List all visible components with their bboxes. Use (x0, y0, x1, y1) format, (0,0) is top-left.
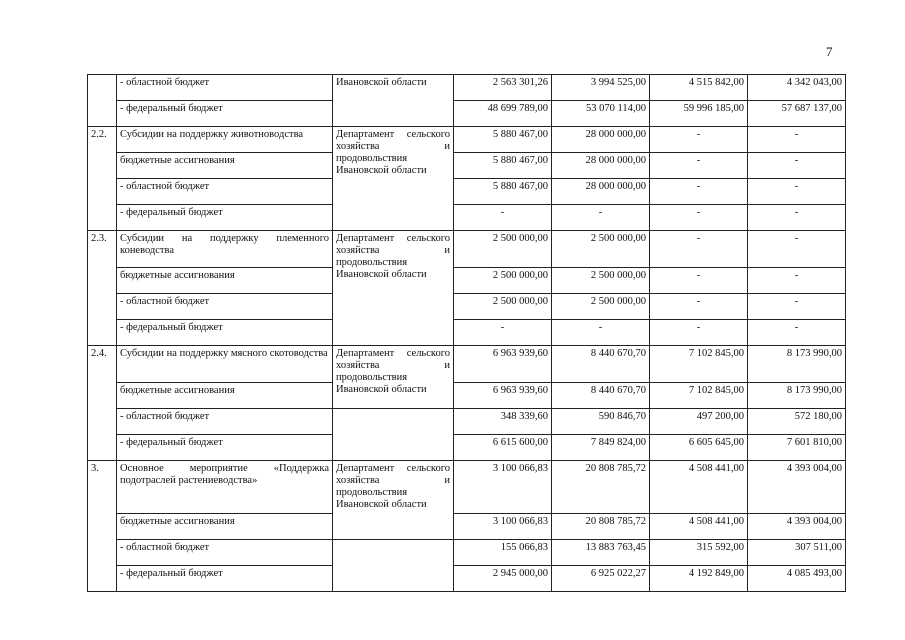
table-row (88, 268, 846, 294)
table-row (88, 179, 846, 205)
value-cell: - (748, 231, 846, 268)
value-cell: 497 200,00 (650, 409, 748, 435)
value-cell: 28 000 000,00 (552, 153, 650, 179)
value-cell: 4 342 043,00 (748, 75, 846, 101)
value-cell: 5 880 467,00 (454, 153, 552, 179)
value-cell: 6 925 022,27 (552, 566, 650, 592)
value-cell: - (650, 205, 748, 231)
row-label: - областной бюджет (117, 75, 333, 101)
budget-table (87, 74, 846, 592)
value-cell: 6 615 600,00 (454, 435, 552, 461)
value-cell: 2 500 000,00 (454, 294, 552, 320)
table-row (88, 205, 846, 231)
table-row (88, 75, 846, 101)
table-row (88, 294, 846, 320)
value-cell: 8 173 990,00 (748, 383, 846, 409)
value-cell: 20 808 785,72 (552, 514, 650, 540)
value-cell: 6 963 939,60 (454, 346, 552, 383)
department-text: Департамент сельского хозяйства и продовольствия Ивановской области (336, 233, 450, 280)
empty-cell (333, 409, 454, 461)
department-cell (333, 127, 454, 231)
value-cell: 2 500 000,00 (552, 294, 650, 320)
value-cell: 28 000 000,00 (552, 179, 650, 205)
value-cell: - (748, 268, 846, 294)
value-cell: 7 102 845,00 (650, 383, 748, 409)
value-cell: - (454, 205, 552, 231)
table-row (88, 409, 846, 435)
table-row (88, 153, 846, 179)
row-label: - федеральный бюджет (117, 566, 333, 592)
row-label: - областной бюджет (117, 540, 333, 566)
value-cell: 2 945 000,00 (454, 566, 552, 592)
value-cell: 2 563 301,26 (454, 75, 552, 101)
value-cell: 3 100 066,83 (454, 514, 552, 540)
table-row (88, 101, 846, 127)
department-cell (333, 461, 454, 540)
empty-cell (333, 540, 454, 592)
department-cell (333, 346, 454, 409)
department-cell: Ивановской области (333, 75, 454, 127)
value-cell: - (748, 294, 846, 320)
value-cell: 7 102 845,00 (650, 346, 748, 383)
value-cell: 20 808 785,72 (552, 461, 650, 514)
section-title: Субсидии на поддержку мясного скотоводства (117, 346, 333, 383)
value-cell: - (650, 320, 748, 346)
row-label: - федеральный бюджет (117, 435, 333, 461)
value-cell: 8 440 670,70 (552, 346, 650, 383)
value-cell: - (650, 127, 748, 153)
value-cell: 53 070 114,00 (552, 101, 650, 127)
value-cell: 3 100 066,83 (454, 461, 552, 514)
value-cell: - (650, 294, 748, 320)
table-row (88, 320, 846, 346)
table-row (88, 566, 846, 592)
section-number: 2.4. (88, 346, 117, 461)
value-cell: - (552, 320, 650, 346)
department-text: Департамент сельского хозяйства и продовольствия Ивановской области (336, 463, 450, 510)
value-cell: 6 605 645,00 (650, 435, 748, 461)
value-cell: 590 846,70 (552, 409, 650, 435)
value-cell: 5 880 467,00 (454, 179, 552, 205)
section-number: 3. (88, 461, 117, 592)
value-cell: - (650, 231, 748, 268)
value-cell: 4 508 441,00 (650, 514, 748, 540)
section-title-row (88, 461, 846, 514)
row-label: бюджетные ассигнования (117, 153, 333, 179)
value-cell: 2 500 000,00 (552, 268, 650, 294)
section-number: 2.3. (88, 231, 117, 346)
value-cell: - (748, 205, 846, 231)
value-cell: 4 085 493,00 (748, 566, 846, 592)
row-label: бюджетные ассигнования (117, 514, 333, 540)
value-cell: 155 066,83 (454, 540, 552, 566)
value-cell: - (650, 179, 748, 205)
value-cell: 315 592,00 (650, 540, 748, 566)
value-cell: 572 180,00 (748, 409, 846, 435)
value-cell: 2 500 000,00 (454, 268, 552, 294)
value-cell: 3 994 525,00 (552, 75, 650, 101)
value-cell: 57 687 137,00 (748, 101, 846, 127)
value-cell: 48 699 789,00 (454, 101, 552, 127)
section-title: Субсидии на поддержку племенного коневодства (117, 231, 333, 268)
value-cell: - (748, 320, 846, 346)
value-cell: 348 339,60 (454, 409, 552, 435)
row-label: - областной бюджет (117, 409, 333, 435)
section-title-row (88, 127, 846, 153)
value-cell: 8 173 990,00 (748, 346, 846, 383)
department-cell (333, 231, 454, 346)
value-cell: 4 508 441,00 (650, 461, 748, 514)
value-cell: 4 393 004,00 (748, 461, 846, 514)
value-cell: 2 500 000,00 (454, 231, 552, 268)
value-cell: - (552, 205, 650, 231)
value-cell: 4 515 842,00 (650, 75, 748, 101)
value-cell: - (748, 179, 846, 205)
department-text: Департамент сельского хозяйства и продовольствия Ивановской области (336, 129, 450, 176)
section-title-row (88, 346, 846, 383)
row-label: бюджетные ассигнования (117, 268, 333, 294)
section-title: Субсидии на поддержку животноводства (117, 127, 333, 153)
table-row (88, 514, 846, 540)
value-cell: 7 849 824,00 (552, 435, 650, 461)
value-cell: 5 880 467,00 (454, 127, 552, 153)
section-title: Основное мероприятие «Поддержка подотраслей растениеводства» (117, 461, 333, 514)
value-cell: - (650, 153, 748, 179)
row-label: бюджетные ассигнования (117, 383, 333, 409)
table-row (88, 435, 846, 461)
page-number: 7 (826, 44, 833, 59)
section-number: 2.2. (88, 127, 117, 231)
table-row (88, 540, 846, 566)
value-cell: 59 996 185,00 (650, 101, 748, 127)
value-cell: 6 963 939,60 (454, 383, 552, 409)
value-cell: - (454, 320, 552, 346)
value-cell: - (748, 153, 846, 179)
value-cell: 8 440 670,70 (552, 383, 650, 409)
value-cell: 2 500 000,00 (552, 231, 650, 268)
value-cell: 4 192 849,00 (650, 566, 748, 592)
value-cell: 307 511,00 (748, 540, 846, 566)
row-label: - федеральный бюджет (117, 320, 333, 346)
row-label: - областной бюджет (117, 294, 333, 320)
number-cell (88, 75, 117, 127)
value-cell: 13 883 763,45 (552, 540, 650, 566)
value-cell: 4 393 004,00 (748, 514, 846, 540)
row-label: - федеральный бюджет (117, 205, 333, 231)
section-title-row (88, 231, 846, 268)
department-text: Департамент сельского хозяйства и продовольствия Ивановской области (336, 348, 450, 395)
table-row (88, 383, 846, 409)
value-cell: 7 601 810,00 (748, 435, 846, 461)
value-cell: - (748, 127, 846, 153)
row-label: - федеральный бюджет (117, 101, 333, 127)
value-cell: - (650, 268, 748, 294)
row-label: - областной бюджет (117, 179, 333, 205)
value-cell: 28 000 000,00 (552, 127, 650, 153)
